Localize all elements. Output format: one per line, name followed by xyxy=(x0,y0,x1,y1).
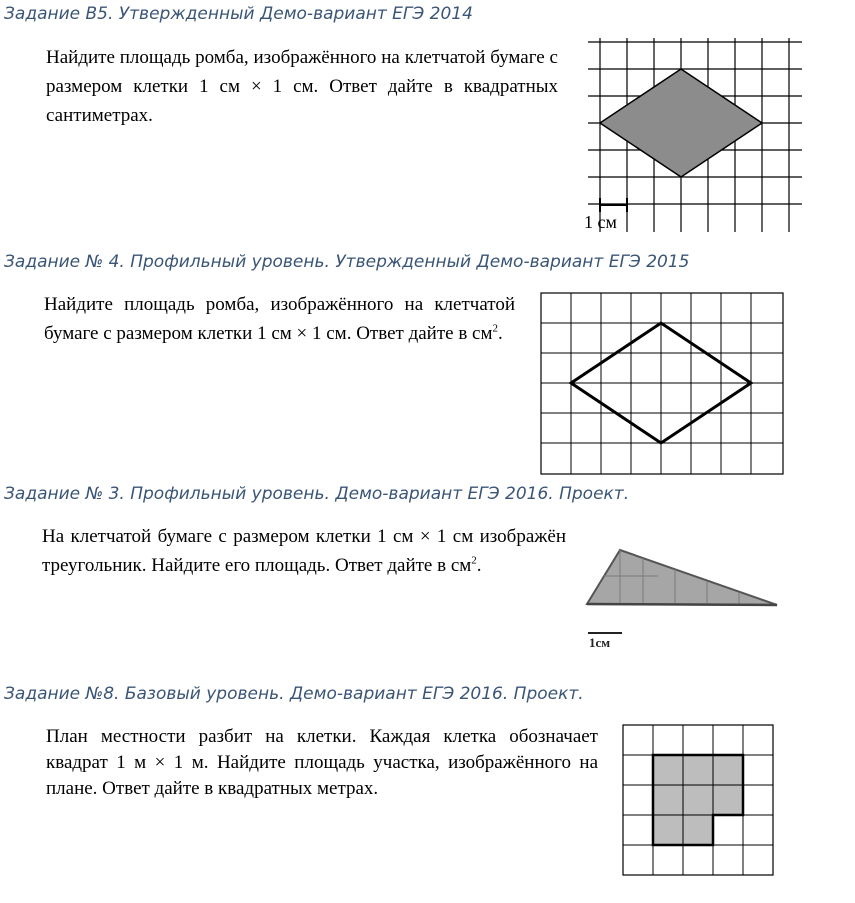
task-heading: Задание № 4. Профильный уровень. Утвержденный Демо-вариант ЕГЭ 2015 xyxy=(4,252,690,272)
scale-label: 1 см xyxy=(584,212,617,232)
task-text: На клетчатой бумаге с размером клетки 1 см × 1 см изображён треугольник. Найдите его площадь. Ответ дайте в $см^2$. xyxy=(42,526,566,576)
plot-plan-figure xyxy=(622,724,774,876)
triangle-figure xyxy=(580,545,785,650)
scale-label: 1см xyxy=(589,635,611,650)
triangle-shape xyxy=(587,550,777,605)
task-text: План местности разбит на клетки. Каждая клетка обозначает квадрат 1 м × 1 м. Найдите площадь участка, изображённого на плане. Ответ дайте в квадратных метрах. xyxy=(46,726,598,799)
task-heading: Задание №8. Базовый уровень. Демо-вариант ЕГЭ 2016. Проект. xyxy=(4,684,584,704)
rhombus-figure xyxy=(540,292,785,477)
plot-shape xyxy=(653,755,743,845)
task-heading: Задание B5. Утвержденный Демо-вариант ЕГЭ 2014 xyxy=(4,4,473,24)
task-text: Найдите площадь ромба, изображённого на клетчатой бумаге с размером клетки 1 см × 1 см. Ответ дайте в $см^2$. xyxy=(44,294,515,344)
task-text: Найдите площадь ромба, изображённого на клетчатой бумаге с размером клетки 1 см × 1 см. Ответ дайте в квадратных сантиметрах. xyxy=(46,47,558,126)
rhombus-figure xyxy=(570,38,810,238)
rhombus-shape xyxy=(600,69,762,177)
task-heading: Задание № 3. Профильный уровень. Демо-вариант ЕГЭ 2016. Проект. xyxy=(4,484,630,504)
